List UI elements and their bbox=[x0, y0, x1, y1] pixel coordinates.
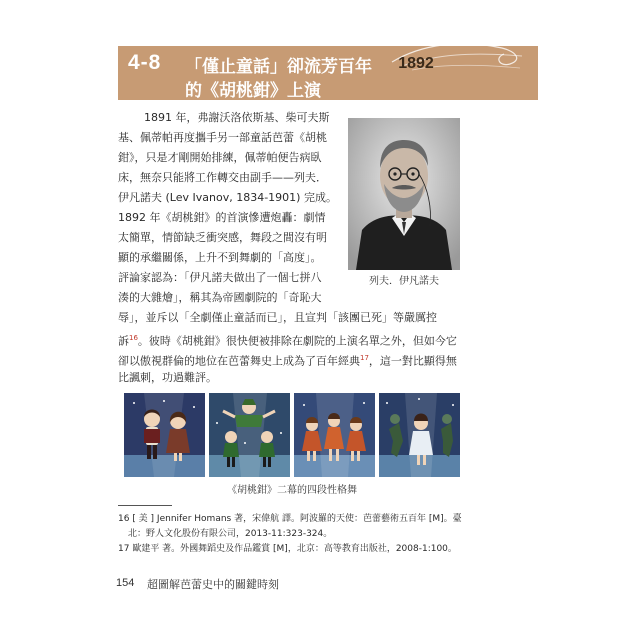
portrait-caption: 列夫．伊凡諾夫 bbox=[369, 276, 439, 287]
body-line-12-text-b: 。彼時《胡桃鉗》很快便被排除在劇院的上演名單之外，但如今它 bbox=[137, 334, 457, 348]
page-number: 154 bbox=[116, 577, 135, 589]
footnote-17: 17 歐建平 著。外國舞蹈史及作品鑑賞 [M]，北京：高等教育出版社，2008-1:100。 bbox=[118, 544, 457, 554]
ballet-illustration-icon bbox=[294, 393, 375, 477]
body-line-13-text-a: 卻以傲視群倫的地位在芭蕾舞史上成為了百年經典 bbox=[118, 354, 360, 368]
portrait-photo-icon bbox=[348, 118, 460, 270]
body-line-2: 基、佩蒂帕再度攜手另一部童話芭蕾《胡桃 bbox=[118, 131, 327, 144]
section-title-line1: 「僅止童話」卻流芳百年 bbox=[185, 57, 372, 77]
illustration-caption: 《胡桃鉗》二幕的四段性格舞 bbox=[227, 485, 357, 496]
body-line-9: 評論家認為：「伊凡諾夫做出了一個七拼八 bbox=[118, 271, 322, 284]
body-line-3: 鉗》，只是才剛開始排練，佩蒂帕便告病臥 bbox=[118, 151, 322, 164]
body-line-4: 床，無奈只能將工作轉交由副手——列夫． bbox=[118, 171, 327, 184]
body-line-7: 太簡單，情節缺乏衝突感，舞段之間沒有明 bbox=[118, 231, 327, 244]
footnote-ref-16[interactable]: 16 bbox=[129, 334, 138, 342]
section-title-line2: 的《胡桃鉗》上演 bbox=[185, 81, 321, 101]
body-line-10: 湊的大雜燴」，稱其為帝國劇院的「奇恥大 bbox=[118, 291, 322, 304]
ballet-illustration-icon bbox=[209, 393, 290, 477]
footnote-16-line1: 16 [ 美 ] Jennifer Homans 著，宋偉航 譯。阿波羅的天使：芭蕾藝術五百年 [M]。臺 bbox=[118, 514, 462, 524]
section-number: 4-8 bbox=[128, 51, 162, 74]
ballet-illustration-strip bbox=[124, 393, 460, 477]
ballet-illustration-icon bbox=[379, 393, 460, 477]
body-line-1: 1891 年，弗謝沃洛依斯基、柴可夫斯 bbox=[144, 111, 330, 124]
body-line-13-text-b: ，這一對比顯得無 bbox=[368, 354, 457, 368]
year-badge: 1892 bbox=[398, 55, 434, 72]
body-line-6: 1892 年《胡桃鉗》的首演慘遭炮轟：劇情 bbox=[118, 211, 326, 224]
body-line-8: 顯的承繼關係，上升不到舞劇的「高度」。 bbox=[118, 251, 322, 264]
body-line-12-text-a: 訴 bbox=[118, 334, 129, 348]
footnote-16-line2: 北：野人文化股份有限公司，2013-11:323-324。 bbox=[128, 529, 333, 539]
body-line-14: 比諷刺，功過難評。 bbox=[118, 371, 217, 384]
footnote-divider bbox=[118, 505, 172, 506]
body-line-11: 辱」，並斥以「全劇僅止童話而已」，且宣判「該團已死」等嚴厲控 bbox=[118, 311, 437, 324]
running-title: 超圖解芭蕾史中的關鍵時刻 bbox=[147, 578, 279, 591]
ballet-illustration-icon bbox=[124, 393, 205, 477]
footnote-ref-17[interactable]: 17 bbox=[360, 354, 369, 362]
body-line-5: 伊凡諾夫 (Lev Ivanov, 1834-1901) 完成。 bbox=[118, 191, 337, 204]
